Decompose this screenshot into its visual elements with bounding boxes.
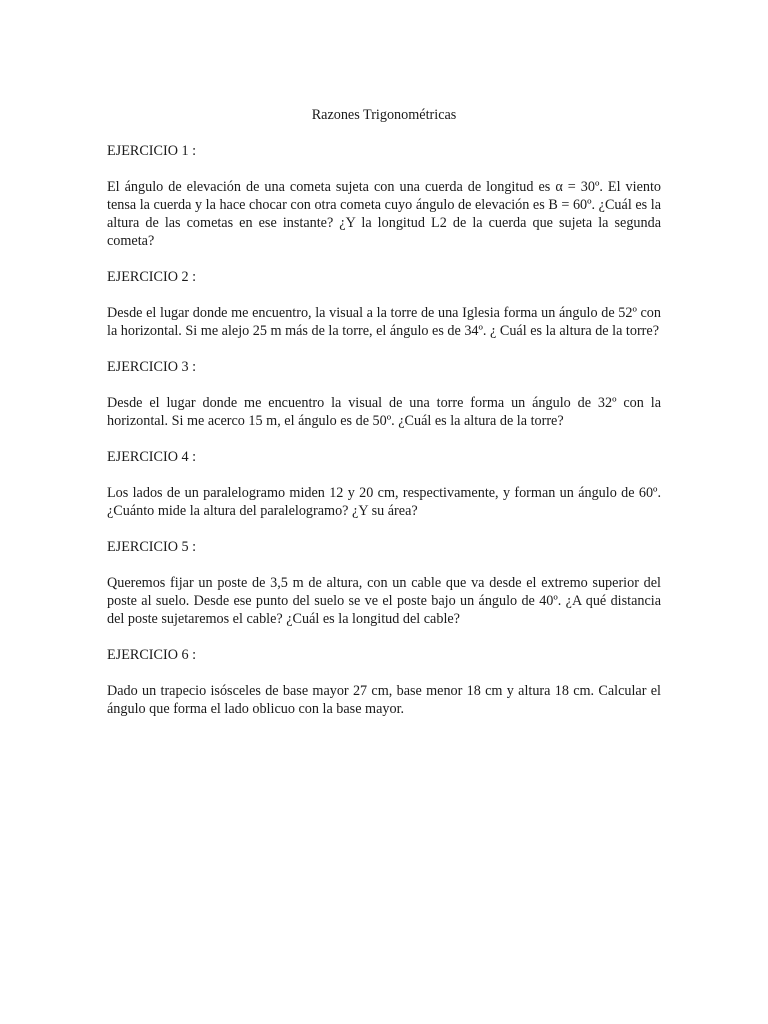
document-title: Razones Trigonométricas (311, 107, 457, 123)
exercise-5-heading: EJERCICIO 5 : (107, 539, 197, 555)
exercise-3-heading: EJERCICIO 3 : (107, 359, 197, 375)
exercise-6-text: Dado un trapecio isósceles de base mayor 27 cm, base menor 18 cm y altura 18 cm. Calcular el ángulo que forma el lado oblicuo con la base mayor. (107, 683, 661, 717)
exercise-4-text: Los lados de un paralelogramo miden 12 y 20 cm, respectivamente, y forman un ángulo de 60º. ¿Cuánto mide la altura del paralelogramo? ¿Y su área? (107, 485, 661, 519)
exercise-6-heading: EJERCICIO 6 : (107, 647, 197, 663)
exercise-1-heading: EJERCICIO 1 : (107, 143, 197, 159)
exercise-3-text: Desde el lugar donde me encuentro la visual de una torre forma un ángulo de 32º con la horizontal. Si me acerco 15 m, el ángulo es de 50º. ¿Cuál es la altura de la torre? (107, 395, 661, 429)
exercise-1-text: El ángulo de elevación de una cometa sujeta con una cuerda de longitud es α = 30º. El viento tensa la cuerda y la hace chocar con otra cometa cuyo ángulo de elevación es Β = 60º. ¿Cuál es la altura de las cometas en ese instante? ¿Y la longitud L2 de la cuerda que sujeta la segunda cometa? (107, 179, 661, 249)
exercise-4-heading: EJERCICIO 4 : (107, 449, 197, 465)
exercise-2-text: Desde el lugar donde me encuentro, la visual a la torre de una Iglesia forma un ángulo de 52º con la horizontal. Si me alejo 25 m más de la torre, el ángulo es de 34º. ¿ Cuál es la altura de la torre? (107, 305, 661, 339)
document-body (107, 106, 661, 736)
exercise-2-heading: EJERCICIO 2 : (107, 269, 197, 285)
exercise-5-text: Queremos fijar un poste de 3,5 m de altura, con un cable que va desde el extremo superior del poste al suelo. Desde ese punto del suelo se ve el poste bajo un ángulo de 40º. ¿A qué distancia del poste sujetaremos el cable? ¿Cuál es la longitud del cable? (107, 575, 661, 627)
